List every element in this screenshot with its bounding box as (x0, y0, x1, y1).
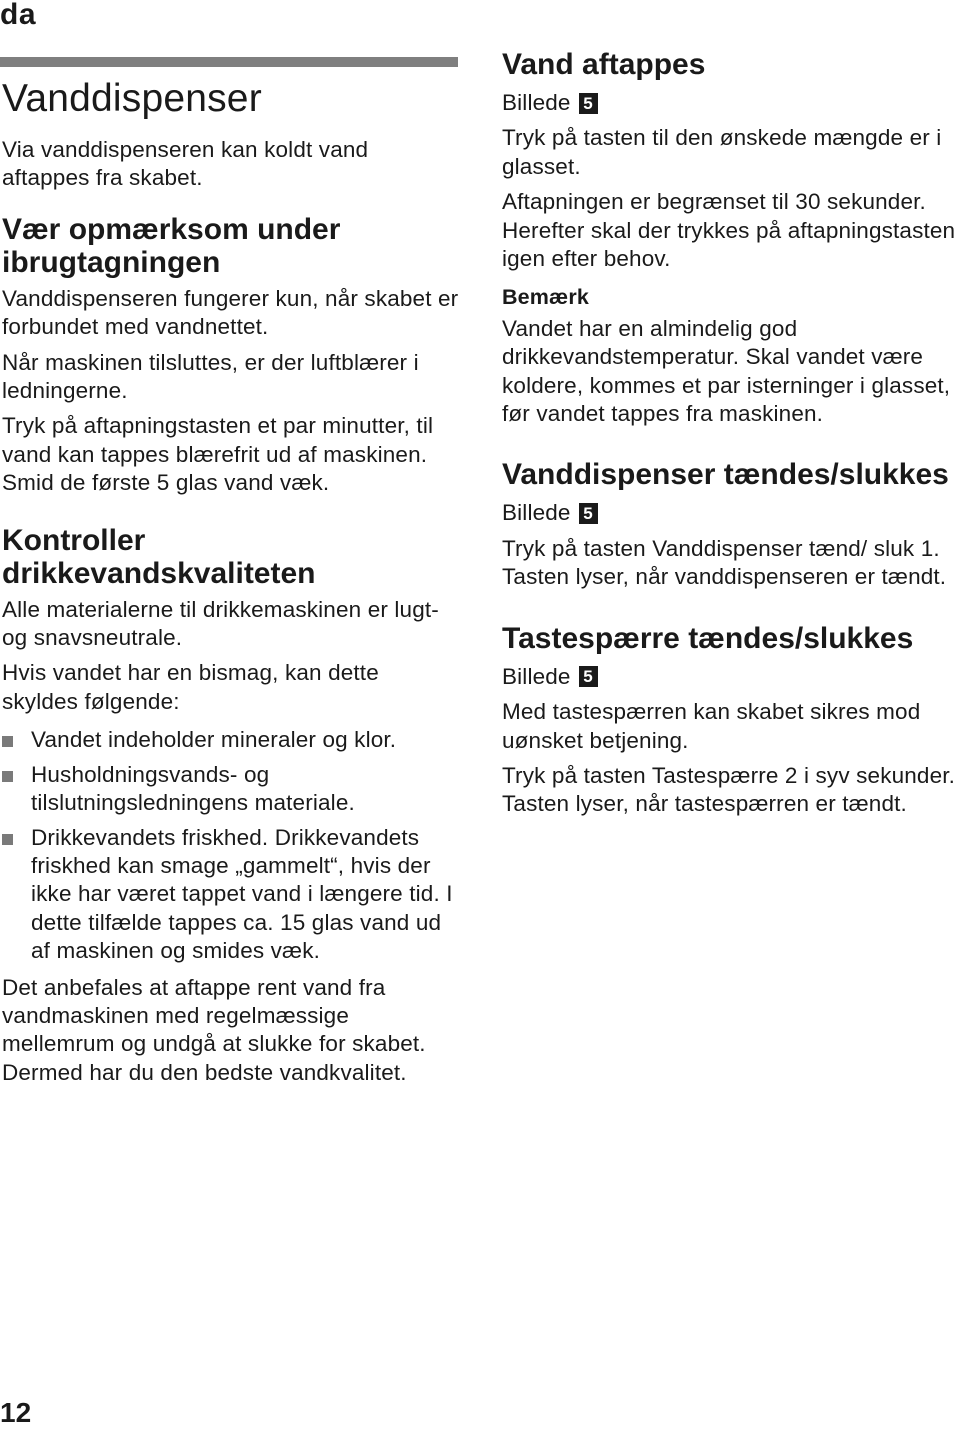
note-heading: Bemærk (502, 285, 589, 310)
figure-label: Billede (502, 500, 571, 526)
list-item-text: Vandet indeholder mineraler og klor. (31, 727, 397, 753)
list-item (2, 761, 460, 818)
key-lock-paragraph: Tryk på tasten Tastespærre 2 i syv sekunder. Tasten lyser, når tastespærren er tændt. (502, 762, 956, 817)
dispense-paragraph: Tryk på tasten til den ønskede mængde er i glasset. (502, 125, 942, 179)
commissioning-paragraph: Tryk på aftapningstasten et par minutter, til vand kan tappes blærefrit ud af maskinen. Smid de første 5 glas vand væk. (2, 413, 434, 496)
section-heading-dispense: Vand aftappes (502, 48, 706, 81)
dispense-paragraph: Aftapningen er begrænset til 30 sekunder. Herefter skal der trykkes på aftapningstasten igen efter behov. (502, 189, 956, 272)
bullet-icon (2, 834, 13, 845)
header-rule (0, 57, 458, 67)
page-title: Vanddispenser (2, 77, 262, 120)
section-heading-commissioning: Vær opmærksom under ibrugtagningen (2, 212, 341, 279)
bullet-icon (2, 736, 13, 747)
left-column (2, 76, 460, 1094)
list-item-text: Husholdningsvands- og tilslutningsledningens materiale. (31, 761, 355, 816)
closing-paragraph: Det anbefales at aftappe rent vand fra vandmaskinen med regelmæssige mellemrum og undgå at slukke for skabet. Dermed har du den bedste vandkvalitet. (2, 974, 426, 1085)
list-item-text: Drikkevandets friskhed. Drikkevandets friskhed kan smage „gammelt“, hvis der ikke har været tappet vand i længere tid. I dette tilfælde tappes ca. 15 glas vand ud af maskinen og smides væk. (31, 824, 453, 964)
figure-number-badge: 5 (579, 666, 598, 687)
note-text: Vandet har en almindelig god drikkevandstemperatur. Skal vandet være koldere, kommes et par isterninger i glasset, før vandet tappes fra maskinen. (502, 315, 951, 427)
figure-reference (502, 499, 598, 527)
key-lock-paragraph: Med tastespærren kan skabet sikres mod uønsket betjening. (502, 699, 921, 753)
page-number: 12 (0, 1397, 32, 1428)
figure-number-badge: 5 (579, 93, 598, 114)
intro-text: Via vanddispenseren kan koldt vand aftappes fra skabet. (2, 137, 369, 191)
cause-list (2, 726, 460, 965)
language-code: da (0, 0, 37, 31)
figure-reference (502, 663, 598, 691)
right-column (502, 48, 960, 826)
section-heading-water-quality: Kontroller drikkevandskvaliteten (2, 523, 316, 590)
section-heading-key-lock: Tastespærre tændes/slukkes (502, 621, 914, 655)
bullet-icon (2, 771, 13, 782)
figure-reference (502, 89, 598, 117)
dispenser-toggle-paragraph: Tryk på tasten Vanddispenser tænd/ sluk 1. Tasten lyser, når vanddispenseren er tændt. (502, 535, 947, 590)
figure-number-badge: 5 (579, 503, 598, 524)
section-heading-dispenser-toggle: Vanddispenser tændes/slukkes (502, 458, 949, 492)
commissioning-paragraph: Vanddispenseren fungerer kun, når skabet er forbundet med vandnettet. (2, 285, 459, 340)
list-item (2, 726, 460, 754)
figure-label: Billede (502, 663, 571, 689)
water-quality-paragraph: Hvis vandet har en bismag, kan dette skyldes følgende: (2, 660, 379, 714)
commissioning-paragraph: Når maskinen tilsluttes, er der luftblærer i ledningerne. (2, 349, 419, 404)
water-quality-paragraph: Alle materialerne til drikkemaskinen er lugt- og snavsneutrale. (2, 596, 439, 651)
figure-label: Billede (502, 90, 571, 115)
list-item (2, 824, 460, 966)
